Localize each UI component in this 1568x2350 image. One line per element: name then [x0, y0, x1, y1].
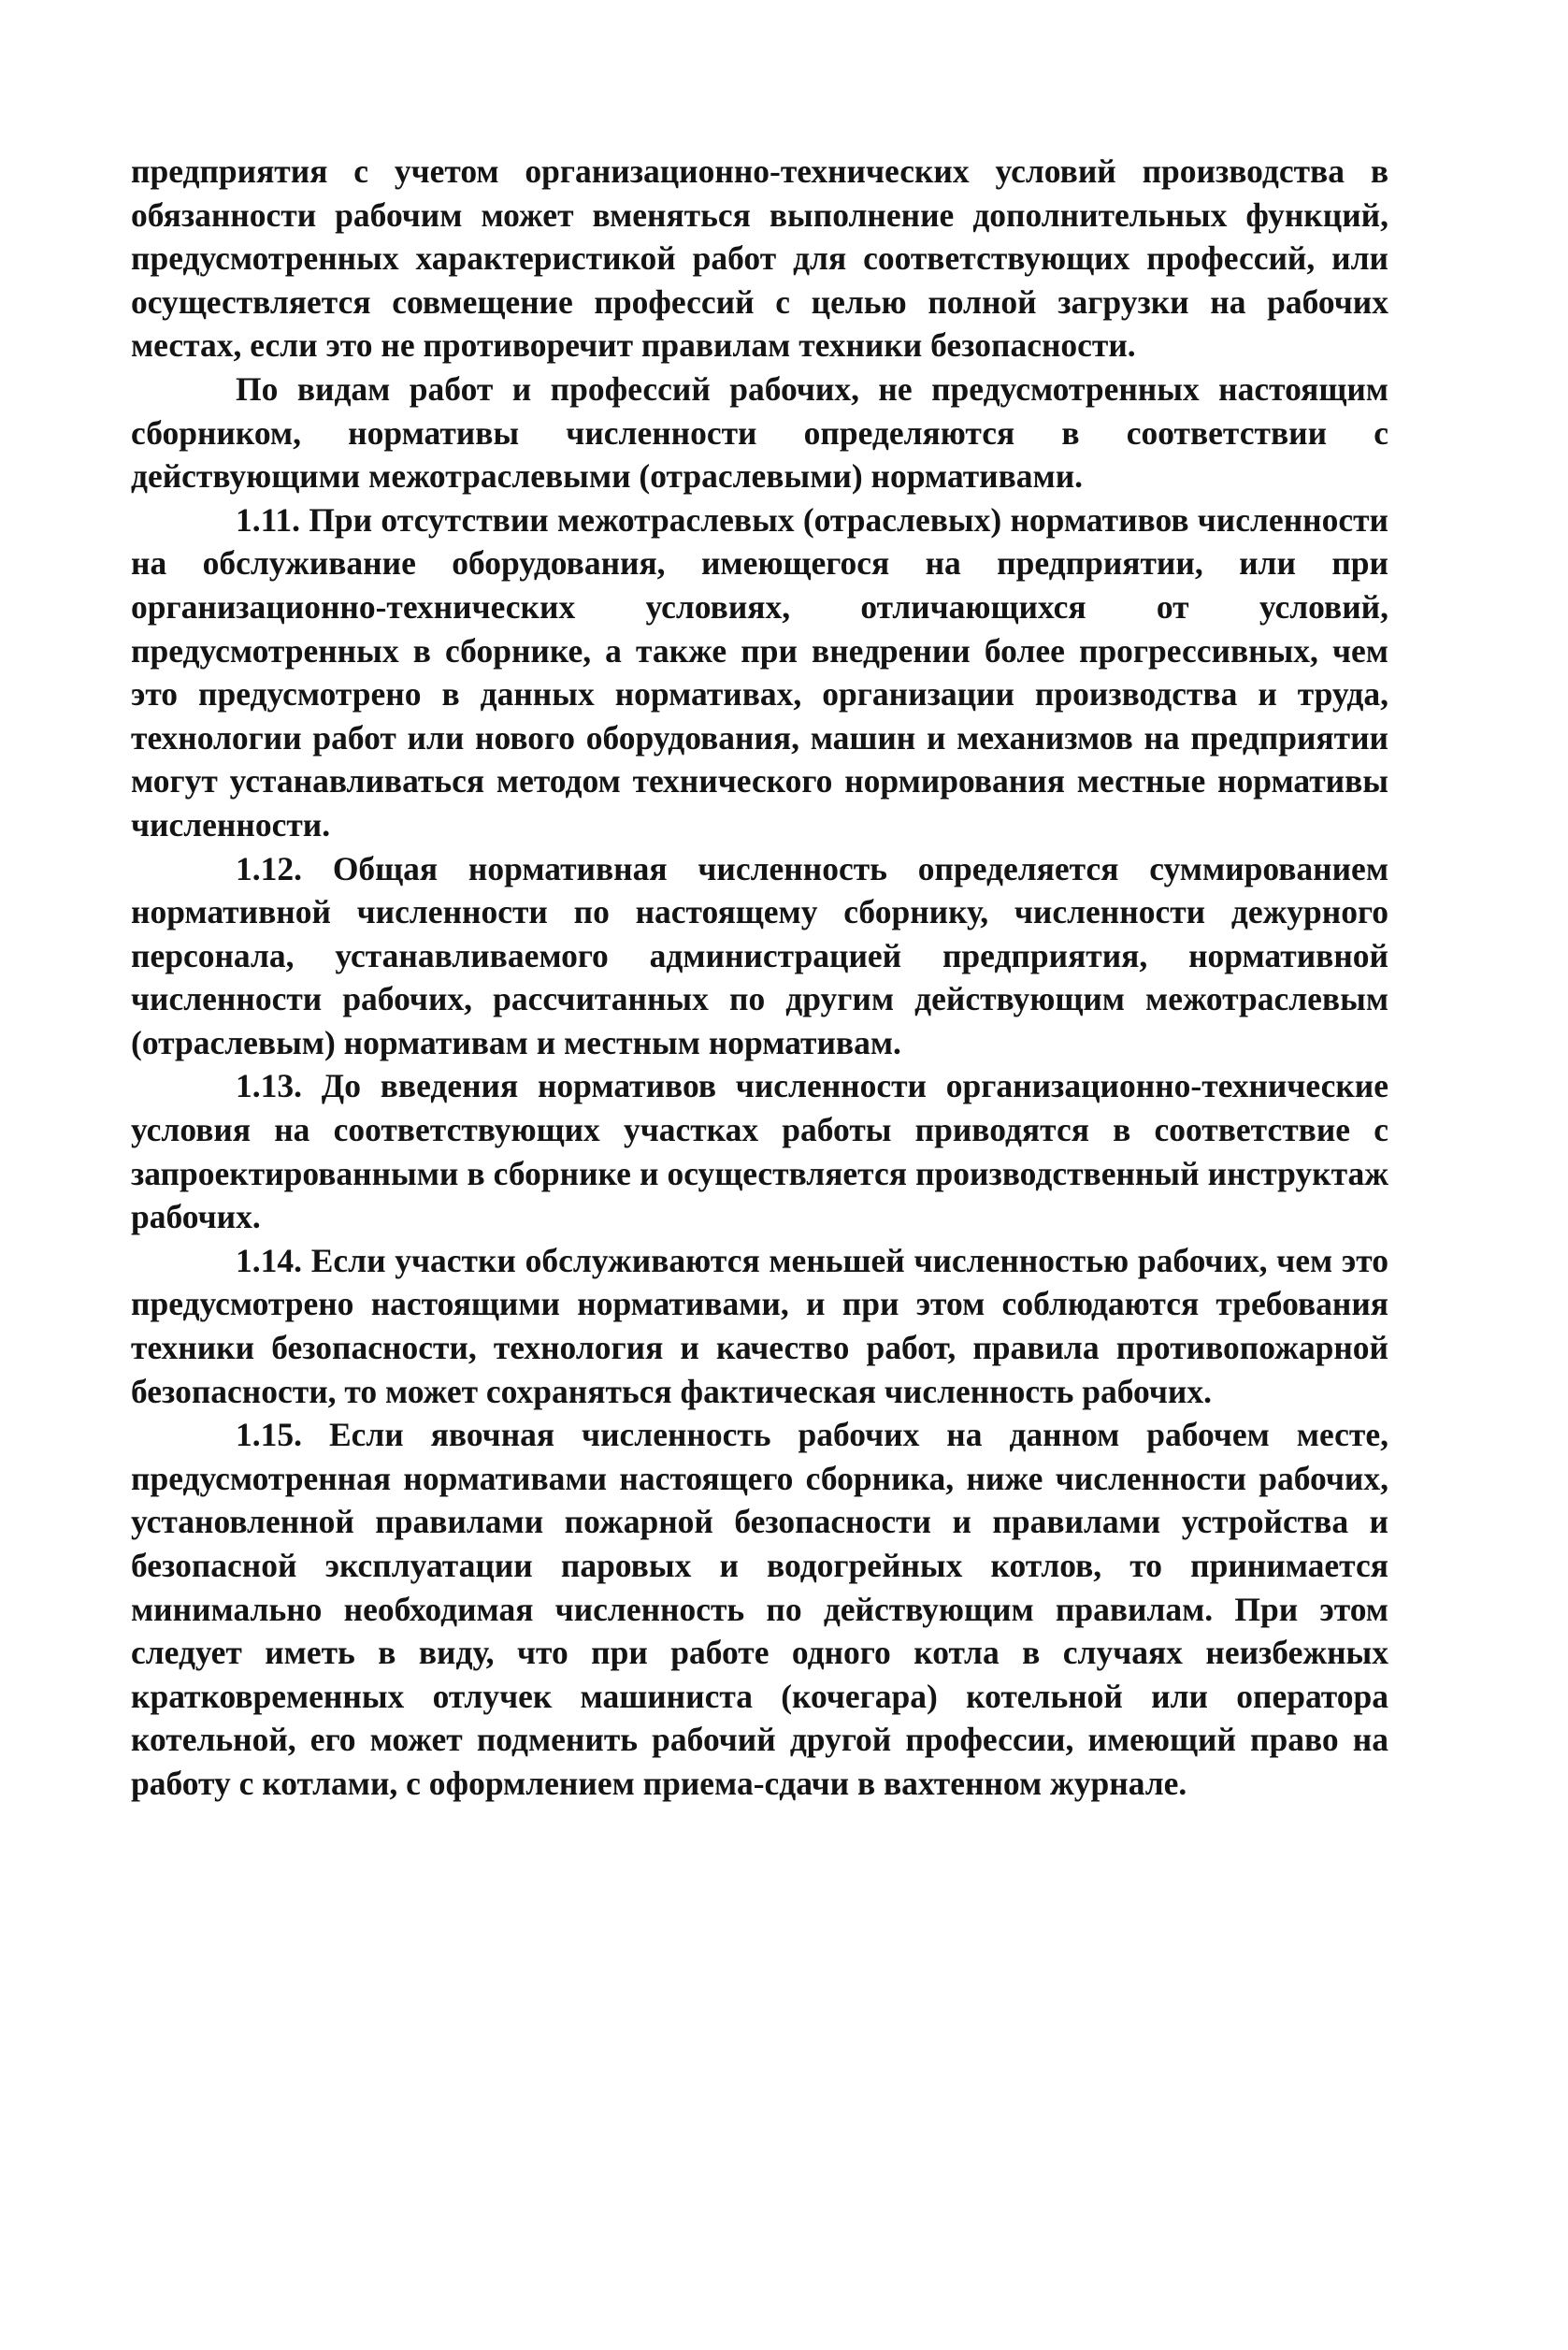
paragraph-1-12: 1.12. Общая нормативная численность определяется суммированием нормативной численности по настоящему сборнику, численности дежурного персонала, устанавливаемого администрацией предприятия, нормативной численности рабочих, рассчитанных по другим действующим межотраслевым (отраслевым) нормативам и местным нормативам. [131, 849, 1388, 1061]
paragraph-continuation: предприятия с учетом организационно-технических условий производства в обязанности рабочим может вменяться выполнение дополнительных функций, предусмотренных характеристикой работ для соответствующих профессий, или осуществляется совмещение профессий с целью полной загрузки на рабочих местах, если это не противоречит правилам техники безопасности. [131, 152, 1388, 365]
paragraph-other-works: По видам работ и профессий рабочих, не предусмотренных настоящим сборником, нормативы численности определяются в соответствии с действующими межотраслевыми (отраслевыми) нормативами. [131, 369, 1388, 496]
paragraph-1-13: 1.13. До введения нормативов численности организационно-технические условия на соответствующих участках работы приводятся в соответствие с запроектированными в сборнике и осуществляется производственный инструктаж рабочих. [131, 1067, 1388, 1236]
paragraph-1-15: 1.15. Если явочная численность рабочих на данном рабочем месте, предусмотренная нормативами настоящего сборника, ниже численности рабочих, установленной правилами пожарной безопасности и правилами устройства и безопасной эксплуатации паровых и водогрейных котлов, то принимается минимально необходимая численность по действующим правилам. При этом следует иметь в виду, что при работе одного котла в случаях неизбежных кратковременных отлучек машиниста (кочегара) котельной или оператора котельной, его может подменить рабочий другой профессии, имеющий право на работу с котлами, с оформлением приема-сдачи в вахтенном журнале. [131, 1416, 1388, 1802]
body-text [131, 150, 1388, 1806]
paragraph-1-11: 1.11. При отсутствии межотраслевых (отраслевых) нормативов численности на обслуживание оборудования, имеющегося на предприятии, или при организационно-технических условиях, отличающихся от условий, предусмотренных в сборнике, а также при внедрении более прогрессивных, чем это предусмотрено в данных нормативах, организации производства и труда, технологии работ или нового оборудования, машин и механизмов на предприятии могут устанавливаться методом технического нормирования местные нормативы численности. [131, 500, 1388, 843]
paragraph-1-14: 1.14. Если участки обслуживаются меньшей численностью рабочих, чем это предусмотрено настоящими нормативами, и при этом соблюдаются требования техники безопасности, технология и качество работ, правила противопожарной безопасности, то может сохраняться фактическая численность рабочих. [131, 1241, 1388, 1410]
